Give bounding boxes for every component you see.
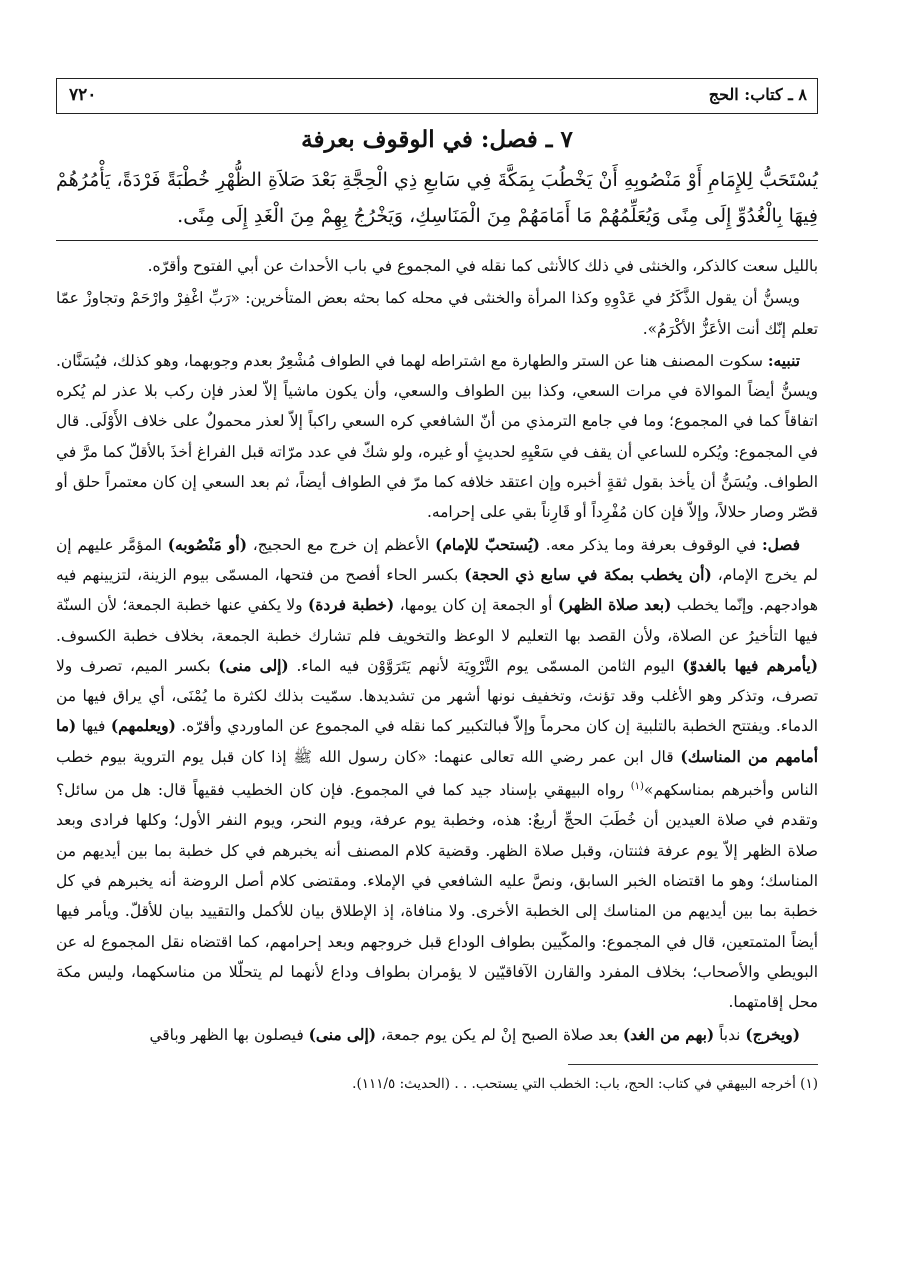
book-page — [56, 78, 818, 1095]
text-run: فيها — [76, 717, 111, 736]
matn-quote: (ويخرج) — [745, 1025, 800, 1044]
matn-quote: (أن يخطب بمكة في سابع ذي الحجة) — [464, 565, 712, 584]
matn-quote: (بهم من الغد) — [622, 1025, 715, 1044]
note-label: تنبيه: — [767, 351, 800, 370]
text-run: بكسر الميم، تصرف ولا تصرف، وتذكر وهو الأغلب وقد تؤنث، وتخفيف نونها أشهر من تشديدها. سمّيت بذلك لكثرة ما يُمْنَى، أي يراق فيها من الدماء. ويفتتح الخطبة بالتلبية إن كان محرماً وإلاّ فبالتكبير كما نقله في المجموع عن الماوردي وأقرّه. — [56, 656, 818, 736]
paragraph-2: ويسنُّ أن يقول الذَّكَرُ في عَدْوِهِ وكذا المرأة والخنثى في محله كما بحثه بعض المتأخرين: «رَبِّ اغْفِرْ وارْحَمْ وتجاوزْ عمّا تعلم إنّك أنت الأعَزُّ الأكْرَمُ». — [56, 289, 818, 338]
paragraph-4 — [56, 530, 818, 1018]
page-header — [56, 78, 818, 114]
commentary-body — [56, 251, 818, 1050]
book-title: ٨ ـ كتاب: الحج — [708, 85, 807, 104]
note-text: سكوت المصنف هنا عن الستر والطهارة مع اشتراطه لهما في الطواف مُشْعِرٌ بعدم وجوبهما، وهو كذلك، فيُسَنَّان. ويسنُّ أيضاً الموالاة في مرات السعي، وكذا بين الطواف والسعي، وأن يكون ماشياً إلاّ لعذر فإن ركب بلا عذر لم يُكره اتفاقاً كما في المجموع؛ وما في جامع الترمذي من أنّ الشافعي كره السعي راكباً إلاّ لعذر محمولٌ على خلاف الأَوْلَى. قال في المجموع: ويُكره للساعي أن يقف في سَعْيِهِ لحديثٍ أو غيره، ولو شكّ في عدد مرّاته قبل الفراغ أخذَ بالأقلّ كما مرَّ في الطواف. ويُسَنُّ أن يأخذ بقول ثقةٍ أخبره وإن اعتقد خلافه كما مرّ في الطواف أيضاً، ثم بعد السعي إن كان معتمراً حلق أو قصّر وصار حلالاً، وإلاّ فإن كان مُفْرِداً أو قَارِناً بقي على إحرامه. — [56, 351, 818, 522]
footnote: (١) أخرجه البيهقي في كتاب: الحج، باب: الخطب التي يستحب. . . (الحديث: ١١١/٥). — [352, 1075, 818, 1092]
text-run: بعد صلاة الصبح إنْ لم يكن يوم جمعة، — [376, 1025, 623, 1044]
paragraph-1: بالليل سعت كالذكر، والخنثى في ذلك كالأنثى كما نقله في المجموع في باب الأحداث عن أبي الفتوح وأقرّه. — [147, 257, 818, 275]
matn-quote: (يُستحبّ للإمام) — [435, 535, 540, 554]
matn-quote: (بعد صلاة الظهر) — [557, 596, 672, 615]
text-run: قال ابن عمر رضي الله تعالى عنهما: «كان رسول الله ﷺ إذا كان قبل يوم التروية بيوم خطب الناس وأخبرهم بمناسكهم» — [56, 747, 818, 800]
matn-separator — [56, 240, 818, 241]
paragraph-3 — [56, 346, 818, 528]
matn-quote: (إلى منى) — [308, 1025, 377, 1044]
footnote-separator — [568, 1064, 818, 1065]
matn-quote: (يأمرهم فيها بالغدوّ) — [682, 656, 819, 675]
matn-quote: (ما أمامهم من المناسك) — [56, 717, 818, 766]
text-run: أو الجمعة إن كان يومها، — [394, 596, 558, 615]
text-run: فيصلون بها الظهر وباقي — [149, 1025, 309, 1044]
text-run: الأعظم إن خرج مع الحجيج، — [246, 535, 436, 554]
text-run: ندباً — [714, 1025, 746, 1044]
fasl-label: فصل: — [761, 535, 801, 554]
matn-quote: (أو مَنْصُوبه) — [167, 535, 247, 554]
paragraph-5 — [56, 1020, 818, 1050]
section-title: ٧ ـ فصل: في الوقوف بعرفة — [301, 126, 573, 153]
matn-quote: (ويعلمهم) — [110, 717, 176, 736]
text-run: اليوم الثامن المسمّى يوم التَّرْوِيَة لأنهم يَتَرَوَّوْن فيه الماء. — [288, 656, 683, 675]
text-run: ولا يكفي عنها خطبة الجمعة؛ لأن السنّة فيها التأخيرُ عن الصلاة، ولأن القصد بها التعليم لا الوعظ والتخويف فلم تشارك خطبة الجمعة، بخلاف خطبة الكسوف. — [56, 596, 818, 645]
text-run: في الوقوف بعرفة وما يذكر معه. — [539, 535, 762, 554]
footnote-ref[interactable]: (١) — [630, 781, 644, 793]
text-run: بكسر الحاء أفصح من فتحها، المسمّى بيوم الزينة، لتزيينهم فيه هوادجهم. وإنّما يخطب — [56, 565, 818, 615]
page-number: ٧٢٠ — [69, 85, 97, 105]
matn-text: يُسْتَحَبُّ لِلإِمَامِ أَوْ مَنْصُوبِهِ أَنْ يَخْطُبَ بِمَكَّةَ فِي سَابعِ ذِي الْحِجَّةِ بَعْدَ صَلاَةِ الظُّهْرِ خُطْبَةً فَرْدَةً، يَأْمُرُهُمْ فِيهَا بِالْغُدُوِّ إِلَى مِنًى وَيُعَلِّمُهُمْ مَا أَمَامَهُمْ مِنَ الْمَنَاسِكِ، وَيَخْرُجُ بِهِمْ مِنَ الْغَدِ إِلَى مِنًى. — [56, 169, 818, 227]
matn-quote: (خطبة فردة) — [307, 596, 395, 615]
text-run: رواه البيهقي بإسناد جيد كما في المجموع. فإن كان الخطيب فقيهاً قال: هل من سائل؟ وتقدم في صلاة العيدين أن خُطَبَ الحجِّ أربعٌ: هذه، وخطبة يوم عرفة، ويوم النحر، ويوم النفر الأول؛ وكلها فرادى وبعد صلاة الظهر إلاّ يوم عرفة فثنتان، وقبل صلاة الظهر. وقضية كلام المصنف أنه يخبرهم في كل خطبة بما بين أيديهم من المناسك؛ وهو ما اقتضاه الخبر السابق، ونصَّ عليه الشافعي في الإملاء. ومقتضى كلام أصل الروضة أنه يخبرهم في كل خطبة بما بين أيديهم من المناسك إلى الخطبة الأخرى. ولا منافاة، إذ الإطلاق بيان للأكمل والتقييد بيان للأقلّ. ويأمر فيها أيضاً المتمتعين، قال في المجموع: والمكّيين بطواف الوداع قبل خروجهم وبعد إحرامهم، كما اقتضاه نقل المجموع له عن البويطي والأصحاب؛ بخلاف المفرد والقارن الآفاقيّين لا يؤمران بطواف وداع لأنهما لم يتحلّلا من مناسكهما، وليس مكة محل إقامتهما. — [56, 781, 818, 1012]
text-run: المؤمَّر عليهم إن لم يخرج الإمام، — [56, 535, 818, 584]
matn-quote: (إلى منى) — [218, 656, 289, 675]
